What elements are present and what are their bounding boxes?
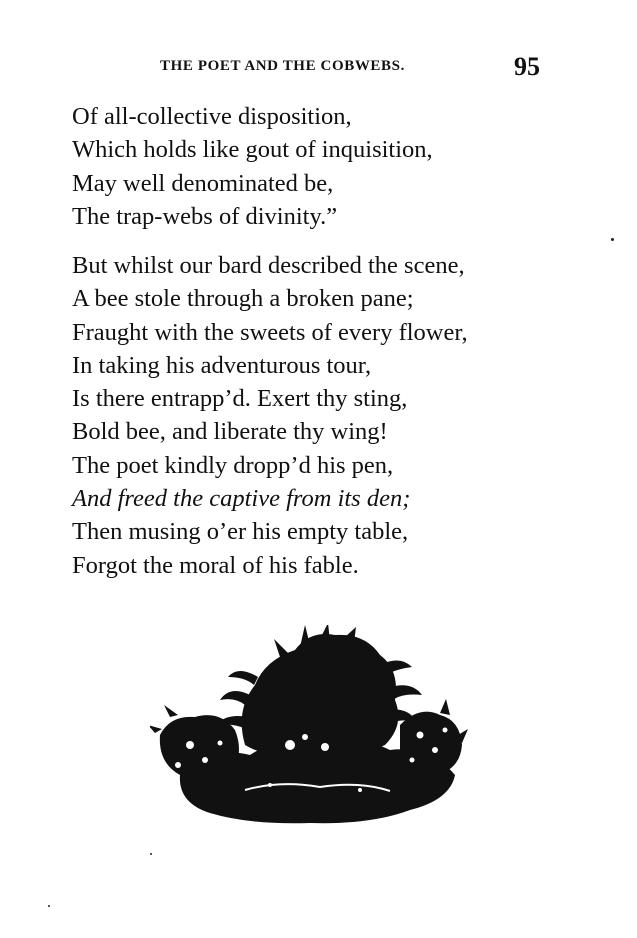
verse-line: The poet kindly dropp’d his pen, xyxy=(72,451,394,479)
verse-line: Which holds like gout of inquisition, xyxy=(72,136,433,164)
verse-line: Bold bee, and liberate thy wing! xyxy=(72,418,388,446)
verse-line: But whilst our bard described the scene, xyxy=(72,252,465,279)
page-number: 95 xyxy=(514,52,540,81)
verse-line: And freed the captive from its den; xyxy=(72,485,411,513)
verse-line: A bee stole through a broken pane; xyxy=(72,285,414,313)
ink-speck xyxy=(150,853,152,855)
verse-line: Is there entrapp’d. Exert thy sting, xyxy=(72,385,408,413)
ink-speck xyxy=(48,905,50,907)
stanza-2 xyxy=(72,249,468,582)
verse-line: May well denominated be, xyxy=(72,169,334,197)
verse-line: The trap-webs of divinity.” xyxy=(72,202,338,230)
verse-line: Forgot the moral of his fable. xyxy=(72,551,359,579)
verse-line: Of all-collective disposition, xyxy=(72,103,352,130)
ink-speck xyxy=(611,238,614,241)
verse-line: In taking his adventurous tour, xyxy=(72,351,372,379)
page-header xyxy=(0,52,637,82)
stanza-1 xyxy=(72,100,433,233)
verse-line: Fraught with the sweets of every flower, xyxy=(72,318,468,346)
foliage-vignette-icon xyxy=(150,625,470,835)
running-title: THE POET AND THE COBWEBS. xyxy=(160,58,405,74)
verse-line: Then musing o’er his empty table, xyxy=(72,518,409,546)
